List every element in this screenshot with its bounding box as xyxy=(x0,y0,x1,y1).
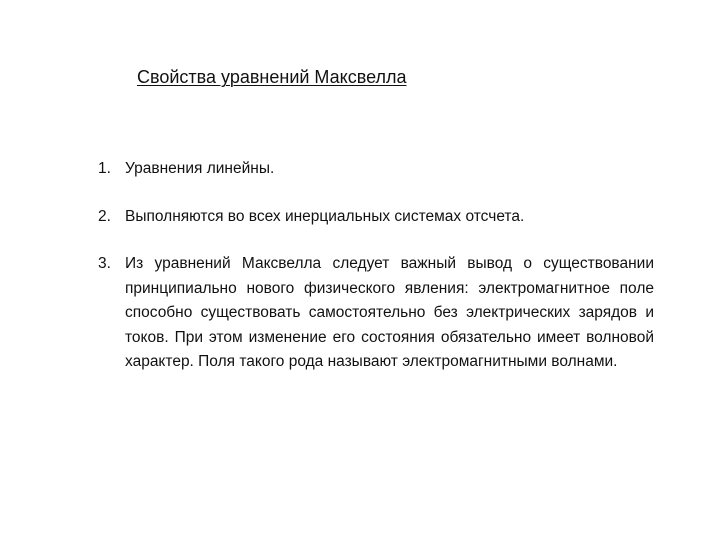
properties-list xyxy=(98,157,654,398)
list-item-number: 3. xyxy=(98,255,111,272)
list-item xyxy=(98,252,654,375)
list-item xyxy=(98,205,654,230)
list-item-number: 1. xyxy=(98,160,111,177)
list-item-text: Выполняются во всех инерциальных системах отсчета. xyxy=(125,207,525,225)
list-item-text: Из уравнений Максвелла следует важный вывод о существовании принципиально нового физического явления: электромагнитное поле способно существовать самостоятельно без электрических зарядов и токов. При этом изменение его состояния обязательно имеет волновой характер. Поля такого рода называют электромагнитными волнами. xyxy=(125,255,654,370)
list-item-number: 2. xyxy=(98,207,111,225)
list-item-text: Уравнения линейны. xyxy=(125,160,275,177)
slide-title: Свойства уравнений Максвелла xyxy=(137,67,407,87)
list-item xyxy=(98,157,654,182)
